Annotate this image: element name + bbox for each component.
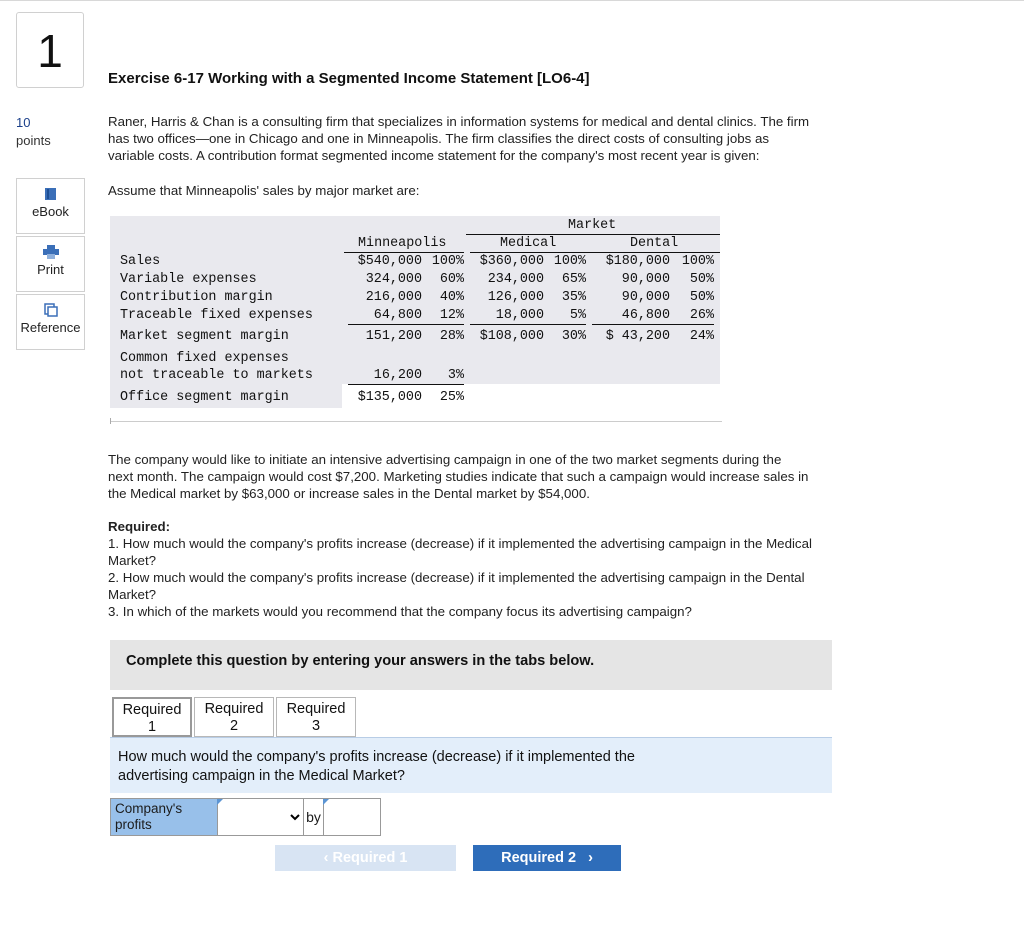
percent-cell: 28% [439, 329, 464, 344]
prev-label: Required 1 [332, 850, 408, 866]
input-indicator-icon [323, 799, 329, 805]
percent-cell: 24% [689, 329, 714, 344]
dropdown-indicator-icon [217, 799, 223, 805]
profit-amount-input[interactable] [323, 799, 380, 835]
subtotal-underline [592, 324, 714, 325]
subtotal-underline [348, 324, 464, 325]
copy-icon [44, 303, 58, 317]
market-header: Market [568, 218, 617, 233]
amount-cell: 90,000 [621, 290, 670, 305]
common-fixed-percent: 3% [447, 368, 464, 383]
office-segment-label: Office segment margin [120, 390, 289, 405]
next-label: Required 2 [501, 850, 577, 866]
intro-line: has two offices—one in Chicago and one in Minneapolis. The firm classifies the direct costs of consulting jobs as [108, 131, 770, 146]
tab-label: Required [204, 701, 264, 717]
percent-cell: 12% [439, 308, 464, 323]
chevron-right-icon: › [588, 850, 593, 866]
percent-cell: 60% [439, 272, 464, 287]
percent-cell: 65% [561, 272, 586, 287]
answer-label-line: profits [115, 817, 152, 832]
tab-required-1[interactable] [112, 697, 192, 737]
required-item: Market? [108, 587, 157, 602]
ebook-label: eBook [32, 204, 69, 219]
answer-label [111, 799, 217, 835]
required-item: 3. In which of the markets would you recommend that the company focus its advertising campaign? [108, 604, 692, 619]
tab-number: 2 [229, 718, 239, 734]
ebook-button[interactable] [16, 178, 85, 234]
row-label: Market segment margin [120, 329, 289, 344]
tab-required-2[interactable] [194, 697, 274, 737]
amount-cell: $ 43,200 [605, 329, 670, 344]
not-traceable-label: not traceable to markets [120, 368, 313, 383]
tab-question-panel [110, 737, 832, 793]
subtotal-underline [470, 324, 586, 325]
increase-decrease-select[interactable] [217, 799, 303, 835]
col-header-dental: Dental [630, 236, 679, 251]
amount-cell: 64,800 [373, 308, 422, 323]
intro-line: Raner, Harris & Chan is a consulting firm that specializes in information systems for medical and dental clinics. The firm [108, 114, 810, 129]
campaign-line: the Medical market by $63,000 or increase sales in the Dental market by $54,000. [108, 486, 590, 501]
required-item: 2. How much would the company's profits increase (decrease) if it implemented the advertising campaign in the Dental [108, 570, 805, 585]
percent-cell: 100% [553, 254, 586, 269]
amount-cell: $540,000 [357, 254, 422, 269]
tab-number: 3 [311, 718, 321, 734]
percent-cell: 100% [681, 254, 714, 269]
required-item: Market? [108, 553, 157, 568]
reference-label: Reference [20, 320, 81, 335]
amount-cell: 151,200 [365, 329, 422, 344]
table-divider [110, 421, 722, 422]
amount-cell: $360,000 [479, 254, 544, 269]
office-segment-amount: $135,000 [357, 390, 422, 405]
amount-cell: 18,000 [495, 308, 544, 323]
amount-cell: $108,000 [479, 329, 544, 344]
row-label: Traceable fixed expenses [120, 308, 313, 323]
question-number: 1 [16, 12, 84, 88]
amount-cell: $180,000 [605, 254, 670, 269]
complete-banner: Complete this question by entering your answers in the tabs below. [110, 640, 832, 690]
points-value: 10 [16, 115, 31, 130]
campaign-paragraph [108, 451, 808, 502]
amount-cell: 46,800 [621, 308, 670, 323]
percent-cell: 50% [689, 290, 714, 305]
row-label: Contribution margin [120, 290, 273, 305]
tab-label: Required [286, 701, 346, 717]
office-segment-percent: 25% [439, 390, 464, 405]
points-box [16, 114, 51, 150]
required-heading: Required: [108, 519, 171, 534]
amount-cell: 126,000 [487, 290, 544, 305]
prev-required-button[interactable] [275, 845, 456, 871]
segmented-income-table [110, 216, 720, 408]
tab-number: 1 [147, 719, 157, 735]
campaign-line: The company would like to initiate an intensive advertising campaign in one of the two market segments during the [108, 452, 782, 467]
percent-cell: 35% [561, 290, 586, 305]
required-section [108, 518, 812, 620]
top-divider [0, 0, 1024, 1]
answer-row [110, 798, 381, 836]
row-label: Variable expenses [120, 272, 257, 287]
exercise-title: Exercise 6-17 Working with a Segmented Income Statement [LO6-4] [108, 70, 590, 87]
intro-paragraph [108, 113, 809, 164]
by-label: by [303, 799, 323, 835]
print-button[interactable] [16, 236, 85, 292]
row-label: Sales [120, 254, 161, 269]
reference-button[interactable] [16, 294, 85, 350]
table-divider-tick [110, 418, 111, 424]
common-fixed-amount: 16,200 [373, 368, 422, 383]
col-header-minneapolis: Minneapolis [358, 236, 447, 251]
book-icon [44, 187, 58, 201]
col-header-medical: Medical [500, 236, 557, 251]
intro-line: variable costs. A contribution format segmented income statement for the company's most recent year is given: [108, 148, 760, 163]
amount-cell: 216,000 [365, 290, 422, 305]
printer-icon [43, 245, 59, 259]
answer-label-line: Company's [115, 801, 183, 816]
amount-cell: 234,000 [487, 272, 544, 287]
percent-cell: 5% [569, 308, 586, 323]
amount-cell: 90,000 [621, 272, 670, 287]
percent-cell: 30% [561, 329, 586, 344]
percent-cell: 100% [431, 254, 464, 269]
percent-cell: 26% [689, 308, 714, 323]
tab-question-line: advertising campaign in the Medical Market? [118, 768, 405, 784]
tab-label: Required [122, 702, 182, 718]
next-required-button[interactable] [473, 845, 621, 871]
common-fixed-label: Common fixed expenses [120, 351, 289, 366]
percent-cell: 40% [439, 290, 464, 305]
chevron-left-icon: ‹ [323, 850, 329, 866]
campaign-line: next month. The campaign would cost $7,200. Marketing studies indicate that such a campaign would increase sales in [108, 469, 809, 484]
assume-text: Assume that Minneapolis' sales by major market are: [108, 183, 420, 198]
amount-cell: 324,000 [365, 272, 422, 287]
required-item: 1. How much would the company's profits increase (decrease) if it implemented the advertising campaign in the Medical [108, 536, 812, 551]
points-label: points [16, 133, 51, 148]
tab-question-line: How much would the company's profits increase (decrease) if it implemented the [118, 749, 635, 765]
print-label: Print [37, 262, 64, 277]
percent-cell: 50% [689, 272, 714, 287]
tab-required-3[interactable] [276, 697, 356, 737]
